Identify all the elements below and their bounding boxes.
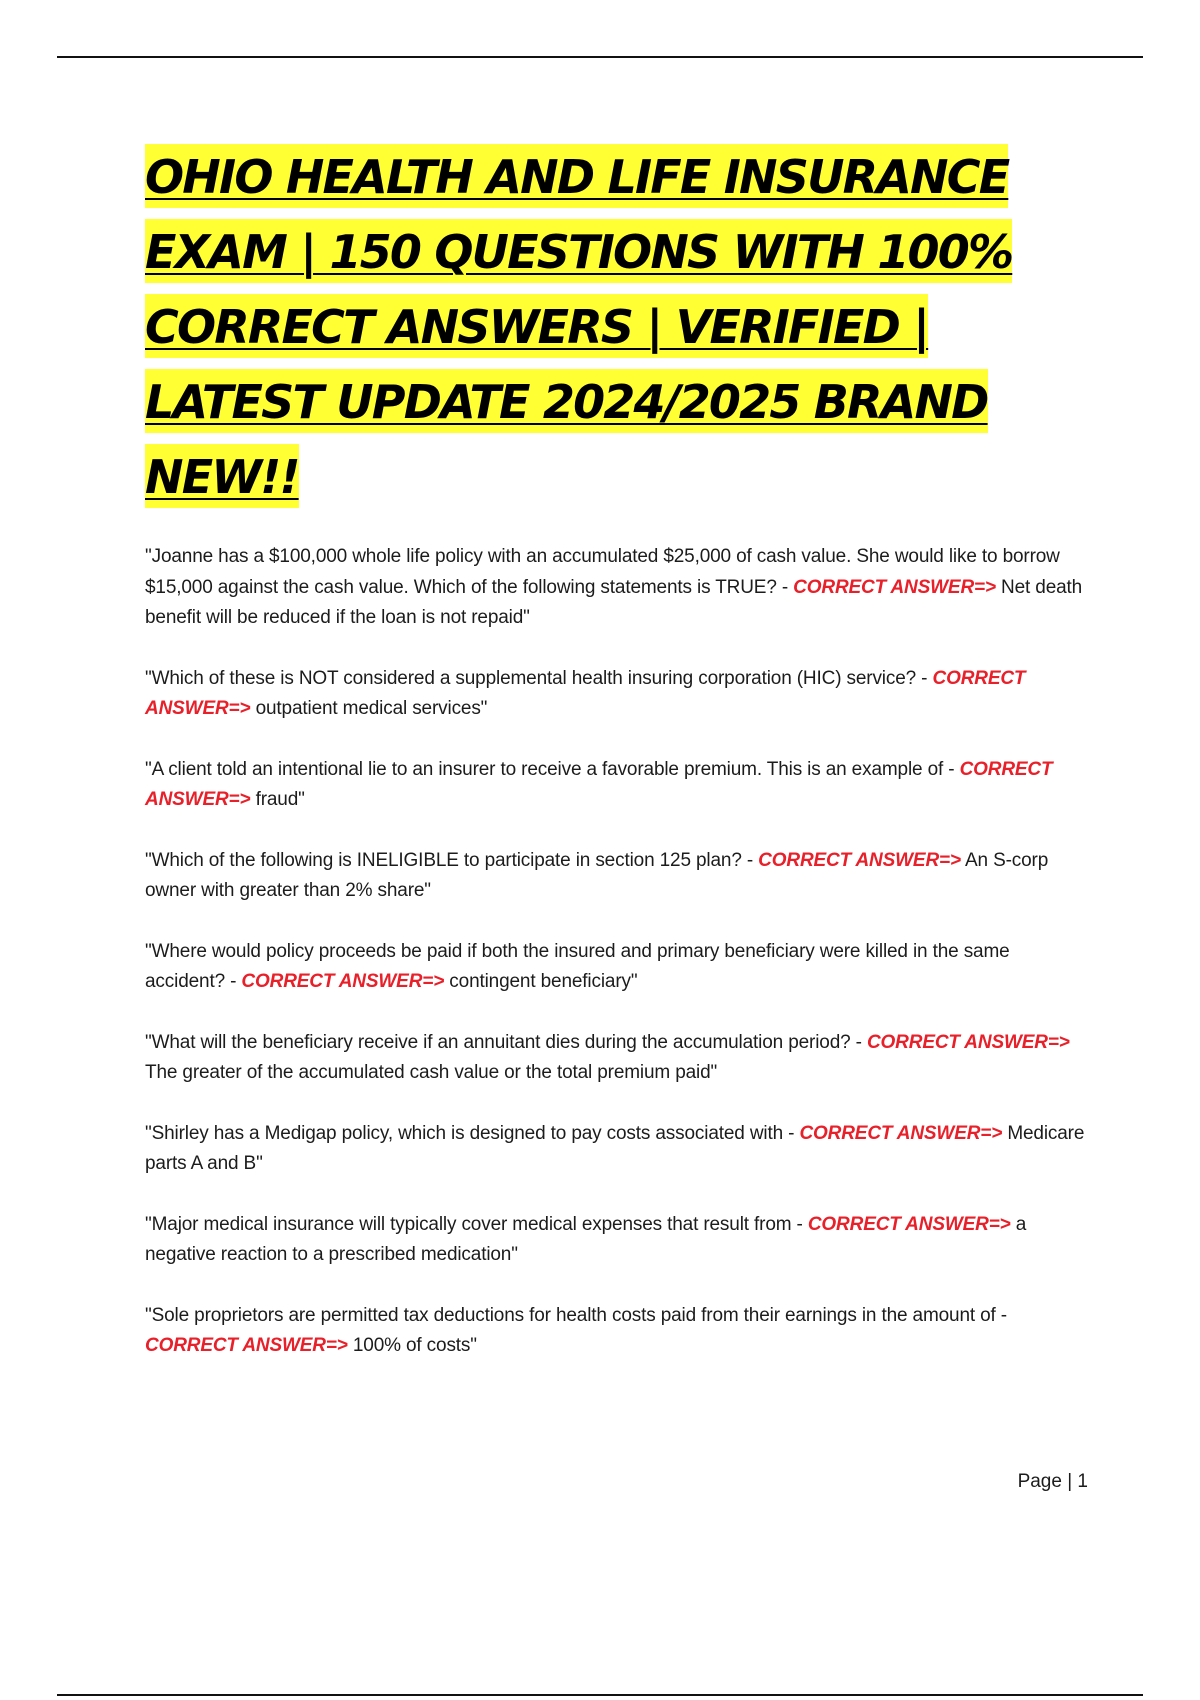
- answer-label: CORRECT ANSWER=>: [758, 849, 961, 871]
- title-line: CORRECT ANSWERS | VERIFIED |: [145, 294, 928, 358]
- document-title: [145, 140, 1045, 515]
- question-text: "A client told an intentional lie to an insurer to receive a favorable premium. This is an example of -: [145, 758, 960, 780]
- answer-label: CORRECT ANSWER=>: [241, 971, 445, 992]
- header-rule: [57, 56, 1143, 58]
- answer-text: An S-corp owner with greater than 2% share": [145, 849, 1049, 901]
- answer-text: outpatient medical services": [250, 698, 488, 719]
- question-text: "Sole proprietors are permitted tax deductions for health costs paid from their earnings in the amount of -: [145, 1304, 1007, 1326]
- answer-text: 100% of costs": [347, 1335, 477, 1356]
- question-text: "Which of the following is INELIGIBLE to participate in section 125 plan? -: [145, 849, 759, 871]
- qa-item: [145, 846, 1090, 907]
- qa-item: [145, 1119, 1090, 1180]
- page-number: Page | 1: [1017, 1471, 1088, 1492]
- answer-label: CORRECT ANSWER=>: [793, 576, 996, 598]
- title-line: NEW!!: [145, 444, 299, 508]
- question-text: "Which of these is NOT considered a supplemental health insuring corporation (HIC) service? -: [145, 667, 933, 689]
- answer-text: fraud": [250, 789, 305, 810]
- answer-label: CORRECT ANSWER=>: [145, 667, 1026, 719]
- answer-text: a negative reaction to a prescribed medication": [145, 1213, 1027, 1265]
- qa-item: [145, 542, 1090, 634]
- answer-label: CORRECT ANSWER=>: [807, 1213, 1011, 1235]
- title-line: EXAM | 150 QUESTIONS WITH 100%: [145, 219, 1012, 283]
- answer-text: The greater of the accumulated cash value or the total premium paid": [145, 1062, 718, 1083]
- answer-text: Medicare parts A and B": [145, 1122, 1085, 1174]
- footer-rule: [57, 1694, 1143, 1696]
- qa-item: [145, 937, 1090, 998]
- answer-text: contingent beneficiary": [444, 971, 638, 992]
- question-text: "Major medical insurance will typically cover medical expenses that result from -: [145, 1213, 808, 1235]
- title-line: OHIO HEALTH AND LIFE INSURANCE: [145, 144, 1008, 208]
- title-line: LATEST UPDATE 2024/2025 BRAND: [145, 369, 988, 433]
- answer-text: Net death benefit will be reduced if the loan is not repaid": [145, 576, 1083, 628]
- question-text: "Joanne has a $100,000 whole life policy with an accumulated $25,000 of cash value. She would like to borrow $15,000 against the cash value. Which of the following statements is TRUE? -: [145, 546, 1060, 598]
- qa-item: [145, 755, 1090, 816]
- question-answer-list: [145, 542, 1090, 1392]
- question-text: "What will the beneficiary receive if an annuitant dies during the accumulation period? -: [145, 1031, 867, 1053]
- answer-label: CORRECT ANSWER=>: [145, 1335, 348, 1356]
- question-text: "Shirley has a Medigap policy, which is designed to pay costs associated with -: [145, 1122, 800, 1144]
- answer-label: CORRECT ANSWER=>: [866, 1031, 1070, 1053]
- answer-label: CORRECT ANSWER=>: [145, 758, 1053, 810]
- qa-item: [145, 664, 1090, 725]
- answer-label: CORRECT ANSWER=>: [799, 1122, 1003, 1144]
- qa-item: [145, 1028, 1090, 1089]
- qa-item: [145, 1210, 1090, 1271]
- qa-item: [145, 1301, 1090, 1362]
- question-text: "Where would policy proceeds be paid if both the insured and primary beneficiary were killed in the same accident? -: [145, 940, 1010, 992]
